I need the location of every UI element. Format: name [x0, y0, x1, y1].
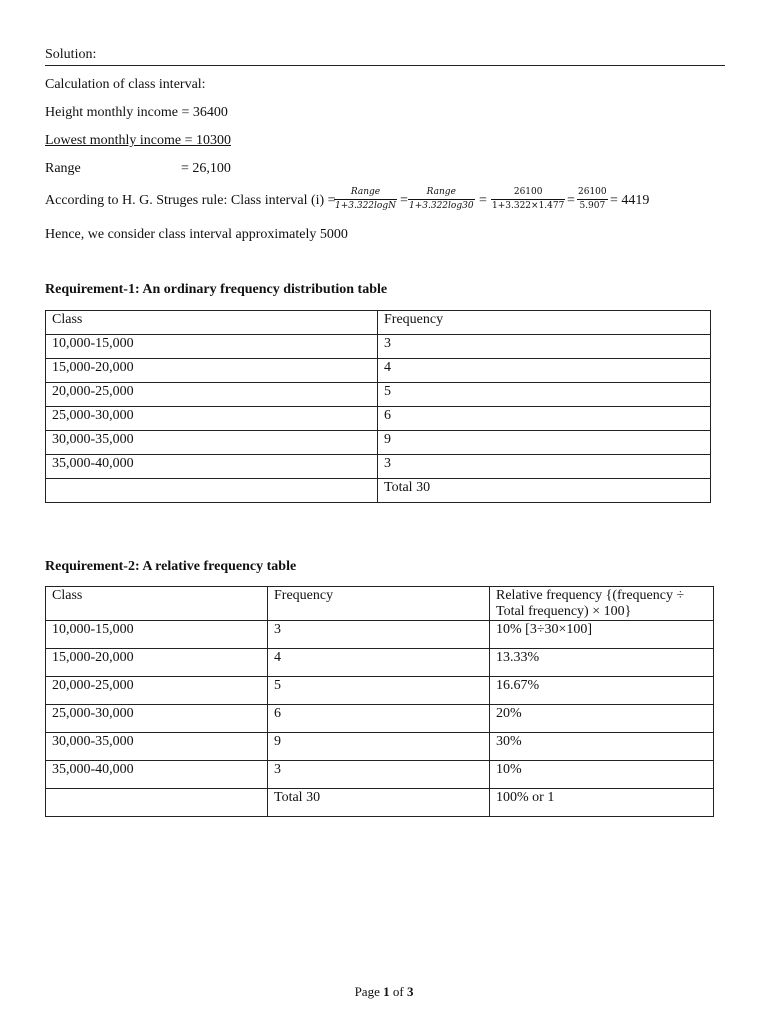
class-cell: 10,000-15,000: [46, 335, 378, 359]
frequency-cell: 9: [268, 733, 490, 761]
ordinary-frequency-table: [45, 310, 711, 503]
fraction-bar: [408, 199, 475, 200]
table-row: [46, 705, 714, 733]
relative-frequency-cell: 30%: [490, 733, 714, 761]
frequency-cell: 3: [378, 335, 711, 359]
table-row: [46, 383, 711, 407]
frequency-cell: 3: [268, 621, 490, 649]
class-cell: 35,000-40,000: [46, 761, 268, 789]
table-row: [46, 733, 714, 761]
relative-frequency-cell: 20%: [490, 705, 714, 733]
header-rule: [45, 65, 725, 66]
frequency-cell: 3: [378, 455, 711, 479]
header-cell: Frequency: [268, 587, 490, 621]
total-cell: Total 30: [378, 479, 711, 503]
table-row: [46, 677, 714, 705]
solution-heading: Solution:: [45, 47, 97, 62]
highest-income: Height monthly income = 36400: [45, 105, 228, 120]
relative-frequency-cell: 13.33%: [490, 649, 714, 677]
relative-total-cell: 100% or 1: [490, 789, 714, 817]
table-header-row: [46, 311, 711, 335]
header-cell: Class: [46, 587, 268, 621]
fraction-denominator: 1+3.322log30: [409, 201, 474, 211]
frequency-cell: 5: [268, 677, 490, 705]
calc-title: Calculation of class interval:: [45, 77, 206, 92]
fraction-range-logN: [334, 187, 397, 212]
result-value: = 4419: [610, 193, 650, 208]
table-row: [46, 761, 714, 789]
relative-frequency-cell: 10% [3÷30×100]: [490, 621, 714, 649]
fraction-denominator: 1+3.322logN: [335, 201, 396, 211]
fraction-numeric: [491, 187, 565, 212]
page-total: 3: [406, 984, 414, 999]
equals-sign-2: =: [479, 193, 487, 208]
table-total-row: [46, 479, 711, 503]
fraction-bar: [491, 199, 565, 200]
table-row: [46, 335, 711, 359]
fraction-bar: [577, 199, 608, 200]
total-cell: Total 30: [268, 789, 490, 817]
table-row: [46, 407, 711, 431]
table-row: [46, 649, 714, 677]
page-number: 1: [383, 984, 390, 999]
req2-title: Requirement-2: A relative frequency table: [45, 559, 297, 574]
page-footer: [0, 984, 768, 1000]
class-cell: 30,000-35,000: [46, 431, 378, 455]
header-cell: Class: [46, 311, 378, 335]
range-value: = 26,100: [181, 161, 231, 176]
frequency-cell: 6: [378, 407, 711, 431]
total-label-cell: [46, 789, 268, 817]
fraction-denominator: 5.907: [579, 201, 606, 211]
class-cell: 15,000-20,000: [46, 649, 268, 677]
class-cell: 30,000-35,000: [46, 733, 268, 761]
frequency-cell: 3: [268, 761, 490, 789]
header-cell: Frequency: [378, 311, 711, 335]
fraction-numerator: Range: [426, 187, 456, 197]
fraction-range-log30: [408, 187, 475, 212]
frequency-cell: 5: [378, 383, 711, 407]
class-cell: 35,000-40,000: [46, 455, 378, 479]
table-row: [46, 431, 711, 455]
struges-rule-text: According to H. G. Struges rule: Class interval (i) =: [45, 193, 336, 208]
frequency-cell: 9: [378, 431, 711, 455]
class-cell: 20,000-25,000: [46, 383, 378, 407]
equals-sign-1: =: [400, 193, 408, 208]
table-header-row: [46, 587, 714, 621]
conclusion-text: Hence, we consider class interval approximately 5000: [45, 227, 348, 242]
table-total-row: [46, 789, 714, 817]
page-word: Page: [354, 984, 380, 999]
class-cell: 25,000-30,000: [46, 705, 268, 733]
header-cell: Relative frequency {(frequency ÷ Total frequency) × 100}: [490, 587, 714, 621]
fraction-bar: [334, 199, 397, 200]
equals-sign-3: =: [567, 193, 575, 208]
range-label: Range: [45, 161, 81, 176]
class-cell: 10,000-15,000: [46, 621, 268, 649]
class-cell: 25,000-30,000: [46, 407, 378, 431]
class-cell: 20,000-25,000: [46, 677, 268, 705]
fraction-simplified: [577, 187, 608, 212]
class-cell: 15,000-20,000: [46, 359, 378, 383]
fraction-denominator: 1+3.322×1.477: [492, 201, 565, 211]
lowest-income: Lowest monthly income = 10300: [45, 133, 231, 148]
req1-title: Requirement-1: An ordinary frequency distribution table: [45, 282, 388, 297]
relative-frequency-cell: 16.67%: [490, 677, 714, 705]
table-row: [46, 359, 711, 383]
relative-frequency-cell: 10%: [490, 761, 714, 789]
table-row: [46, 455, 711, 479]
frequency-cell: 4: [268, 649, 490, 677]
of-word: of: [392, 984, 404, 999]
fraction-numerator: 26100: [513, 187, 543, 197]
fraction-numerator: 26100: [578, 187, 607, 197]
total-label-cell: [46, 479, 378, 503]
frequency-cell: 6: [268, 705, 490, 733]
frequency-cell: 4: [378, 359, 711, 383]
relative-frequency-table: [45, 586, 714, 817]
table-row: [46, 621, 714, 649]
fraction-numerator: Range: [350, 187, 381, 197]
